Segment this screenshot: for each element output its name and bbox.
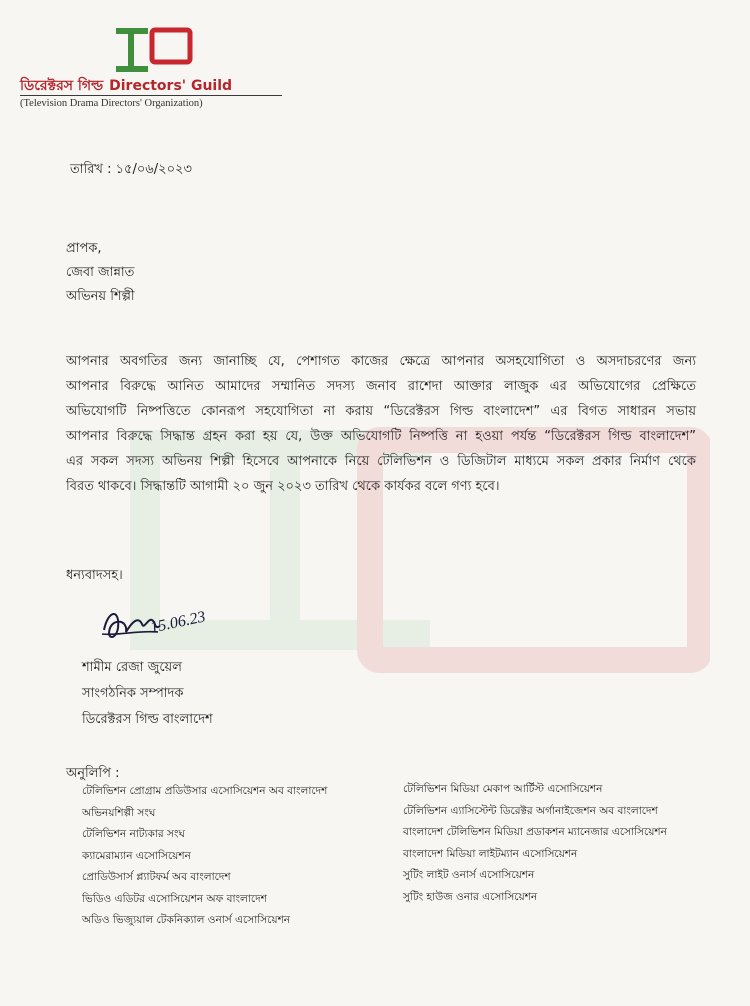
- signer-name: শামীম রেজা জুয়েল: [82, 660, 182, 675]
- recipient-label: প্রাপক,: [66, 241, 102, 256]
- cc-item: বাংলাদেশ মিডিয়া লাইটম্যান এসোসিয়েশন: [403, 847, 578, 860]
- signer-org: ডিরেক্টরস গিল্ড বাংলাদেশ: [82, 712, 213, 727]
- recipient-name: জেবা জান্নাত: [66, 265, 135, 280]
- letter-date: তারিখ : ১৫/০৬/২০২৩: [70, 162, 192, 177]
- signature-date: 15.06.23: [148, 608, 208, 637]
- cc-list-left: [82, 781, 327, 932]
- cc-item: টেলিভিশন মিডিয়া মেকাপ আর্টিস্ট এসোসিয়েশন: [403, 783, 603, 795]
- cc-item: সুটিং লাইট ওনার্স এসোসিয়েশন: [403, 869, 535, 881]
- dg-logo-icon: [114, 20, 194, 76]
- body-line: এর সকল সদস্য অভিনয় শিল্পী হিসেবে আপনাকে নিয়ে টেলিভিশন ও ডিজিটাল মাধ্যমে সকল প্রকার নির্মাণ থেকে: [66, 454, 696, 469]
- signer-block: [82, 655, 213, 733]
- cc-item: টেলিভিশন এ্যাসিস্টেন্ট ডিরেক্টর অর্গানাইজেশন অব বাংলাদেশ: [403, 804, 658, 817]
- cc-item: অভিনয়শিল্পী সংঘ: [82, 806, 156, 819]
- recipient-role: অভিনয় শিল্পী: [66, 289, 135, 304]
- org-name-en: Directors' Guild: [109, 78, 233, 94]
- letterhead-divider: [20, 95, 282, 96]
- cc-item: সুটিং হাউজ ওনার এসোসিয়েশন: [403, 890, 538, 903]
- cc-item: প্রোডিউসার্স প্ল্যাটফর্ম অব বাংলাদেশ: [82, 871, 231, 883]
- closing: ধন্যবাদসহ।: [66, 568, 123, 583]
- letterhead: [14, 12, 289, 112]
- body-line: আপনার অবগতির জন্য জানাচ্ছি যে, পেশাগত কাজের ক্ষেত্রে আপনার অসহযোগিতা ও অসদাচরণের জন্য: [66, 354, 696, 369]
- cc-item: টেলিভিশন প্রোগ্রাম প্রডিউসার এসোসিয়েশন অব বাংলাদেশ: [82, 785, 328, 797]
- cc-list-right: [403, 779, 667, 908]
- org-subtitle: (Television Drama Directors' Organization): [20, 98, 203, 109]
- body-line: আপনার বিরুদ্ধে সিদ্ধান্ত গ্রহন করা হয় যে, উক্ত অভিযোগটি নিষ্পত্তি না হওয়া পর্যন্ত “ডিরেক্টরস গিল্ড বাংলাদেশ”: [66, 429, 696, 444]
- cc-item: টেলিভিশন নাট্যকার সংঘ: [82, 828, 185, 840]
- cc-item: ক্যামেরাম্যান এসোসিয়েশন: [82, 849, 191, 862]
- cc-title: অনুলিপি :: [66, 766, 120, 781]
- cc-item: অডিও ভিজ্যুয়াল টেকনিক্যাল ওনার্স এসোসিয়েশন: [82, 914, 291, 926]
- body-line: অভিযোগটি নিষ্পত্তিতে কোনরূপ সহযোগিতা না করায় “ডিরেক্টরস গিল্ড বাংলাদেশ” এর বিগত সাধারন সভায়: [66, 404, 696, 419]
- letter-body: [66, 349, 696, 499]
- signer-title: সাংগঠনিক সম্পাদক: [82, 686, 184, 701]
- body-line: বিরত থাকবে। সিদ্ধান্তটি আগামী ২০ জুন ২০২৩ তারিখ থেকে কার্যকর বলে গণ্য হবে।: [66, 479, 500, 494]
- cc-item: ভিডিও এডিটর এসোসিয়েশন অফ বাংলাদেশ: [82, 892, 267, 905]
- cc-item: বাংলাদেশ টেলিভিশন মিডিয়া প্রডাকশন ম্যানেজার এসোসিয়েশন: [403, 826, 667, 838]
- body-line: আপনার বিরুদ্ধে আনিত আমাদের সম্মানিত সদস্য জনাব রাশেদা আক্তার লাজুক এর অভিযোগের প্রেক্ষিতে: [66, 379, 696, 394]
- org-name-bn: ডিরেক্টরস গিল্ড: [20, 78, 104, 94]
- recipient-block: [66, 237, 135, 309]
